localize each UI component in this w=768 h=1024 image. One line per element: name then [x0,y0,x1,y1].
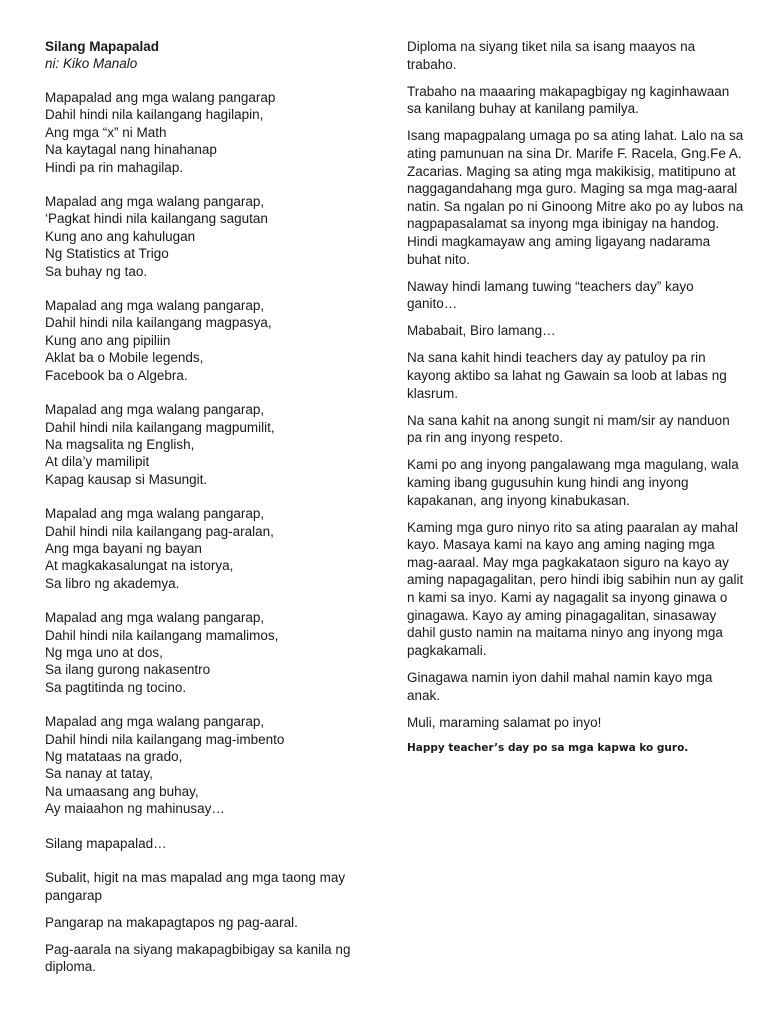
poem-title: Silang Mapapalad [45,39,160,54]
poem-line: Silang mapapalad… [45,835,167,851]
left-paragraphs [45,869,375,976]
poem-line: Mapalad ang mga walang pangarap, [45,714,265,730]
body-paragraph: Muli, maraming salamat po inyo! [407,714,602,730]
poem-line: Sa buhay ng tao. [45,263,148,279]
poem-line: Na umaasang ang buhay, [45,783,199,799]
poem-line: Ng mga uno at dos, [45,644,163,660]
poem-author: ni: Kiko Manalo [45,56,138,71]
poem-line: At magkakasalungat na istorya, [45,558,234,574]
poem-stanzas [45,89,375,852]
poem-stanza [45,609,375,696]
body-paragraph: Trabaho na maaaring makapagbigay ng kaginhawaan sa kanilang buhay at kanilang pamilya. [407,83,730,117]
poem-line: Mapalad ang mga walang pangarap, [45,298,265,314]
poem-stanza [45,835,375,852]
poem-line: ‘Pagkat hindi nila kailangang sagutan [45,211,268,227]
poem-stanza [45,297,375,384]
poem-stanza [45,401,375,488]
poem-line: Ang mga bayani ng bayan [45,540,202,556]
poem-line: Sa ilang gurong nakasentro [45,662,211,678]
poem-line: Ay maiaahon ng mahinusay… [45,801,225,817]
poem-stanza [45,193,375,280]
poem-line: Kung ano ang kahulugan [45,228,196,244]
body-paragraph: Kaming mga guro ninyo rito sa ating paaralan ay mahal kayo. Masaya kami na kayo ang aming naging mga mag-aaraal. May mga pagkakataon siguro na kayo ay aming napagagalitan, pero hindi ibig sabihin nun ay galit n kami sa inyo. Kami ay nagagalit sa inyong ginawa o ginagawa. Kayo ay aming pinagagalitan, sinasaway dahil gusto namin na maitama ninyo ang inyong mga pagkakamali. [407,519,744,658]
body-paragraph: Naway hindi lamang tuwing “teachers day” kayo ganito… [407,278,694,312]
poem-line: At dila’y mamilipit [45,454,150,470]
poem-line: Ng matataas na grado, [45,749,183,764]
poem-line: Dahil hindi nila kailangang mamalimos, [45,627,279,643]
poem-line: Mapalad ang mga walang pangarap, [45,610,265,626]
poem-stanza [45,505,375,592]
body-paragraph: Subalit, higit na mas mapalad ang mga taong may pangarap [45,870,346,903]
poem-line: Facebook ba o Algebra. [45,367,188,383]
poem-line: Sa nanay at tatay, [45,766,153,782]
poem-line: Sa pagtitinda ng tocino. [45,679,187,695]
poem-line: Aklat ba o Mobile legends, [45,350,204,366]
body-paragraph: Na sana kahit na anong sungit ni mam/sir ay nanduon pa rin ang inyong respeto. [407,412,730,446]
poem-line: Mapalad ang mga walang pangarap, [45,194,265,210]
poem-line: Dahil hindi nila kailangang pag-aralan, [45,523,274,539]
poem-line: Na kaytagal nang hinahanap [45,142,217,158]
poem-line: Dahil hindi nila kailangang mag-imbento [45,731,285,747]
closing-line: Happy teacher’s day po sa mga kapwa ko guro. [407,741,689,754]
poem-line: Dahil hindi nila kailangang magpasya, [45,315,272,331]
body-paragraph: Mababait, Biro lamang… [407,323,556,339]
body-paragraph: Kami po ang inyong pangalawang mga magulang, wala kaming ibang gugusuhin kung hindi ang inyong kapakanan, ang inyong kinabukasan. [407,457,739,508]
poem-line: Dahil hindi nila kailangang magpumilit, [45,419,275,435]
body-paragraph: Pag-aaralа na siyang makapagbibigay sa kanila ng diploma. [45,941,351,975]
poem-line: Mapapalad ang mga walang pangarap [45,90,276,105]
poem-line: Hindi pa rin mahagilap. [45,159,184,175]
poem-line: Kung ano ang pipiliin [45,332,171,348]
poem-line: Ang mga “x” ni Math [45,124,167,140]
left-column [45,38,375,986]
poem-line: Na magsalita ng English, [45,436,195,452]
poem-line: Dahil hindi nila kailangang hagilapin, [45,107,264,123]
poem-line: Kapag kausap si Masungit. [45,471,208,487]
body-paragraph: Diploma na siyang tiket nila sa isang maayos na trabaho. [407,39,696,72]
body-paragraph: Isang mapagpalang umaga po sa ating lahat. Lalo na sa ating pamunuan na sina Dr. Marife F. Racela, Gng.Fe A. Zacarias. Maging sa ating mga makikisig, matitipuno at naggagandahang mga guro. Maging sa mga mag-aaral natin. Sa ngalan po ni Ginoong Mitre ako po ay lubos na nagpapasalamat sa inyong mga ibinigay na handog. Hindi magkamayaw ang aming ligayang nadarama buhat nito. [407,128,744,267]
poem-line: Ng Statistics at Trigo [45,246,169,262]
body-paragraph: Na sana kahit hindi teachers day ay patuloy pa rin kayong aktibo sa lahat ng Gawain sa loob at labas ng klasrum. [407,350,727,401]
poem-line: Mapalad ang mga walang pangarap, [45,506,265,522]
poem-stanza [45,713,375,817]
body-paragraph: Ginagawa namin iyon dahil mahal namin kayo mga anak. [407,669,713,703]
poem-stanza [45,89,375,176]
poem-line: Sa libro ng akademya. [45,575,180,591]
right-paragraphs [407,38,747,731]
body-paragraph: Pangarap na makapagtapos ng pag-aaral. [45,914,298,930]
right-column [407,38,747,755]
poem-line: Mapalad ang mga walang pangarap, [45,402,265,418]
